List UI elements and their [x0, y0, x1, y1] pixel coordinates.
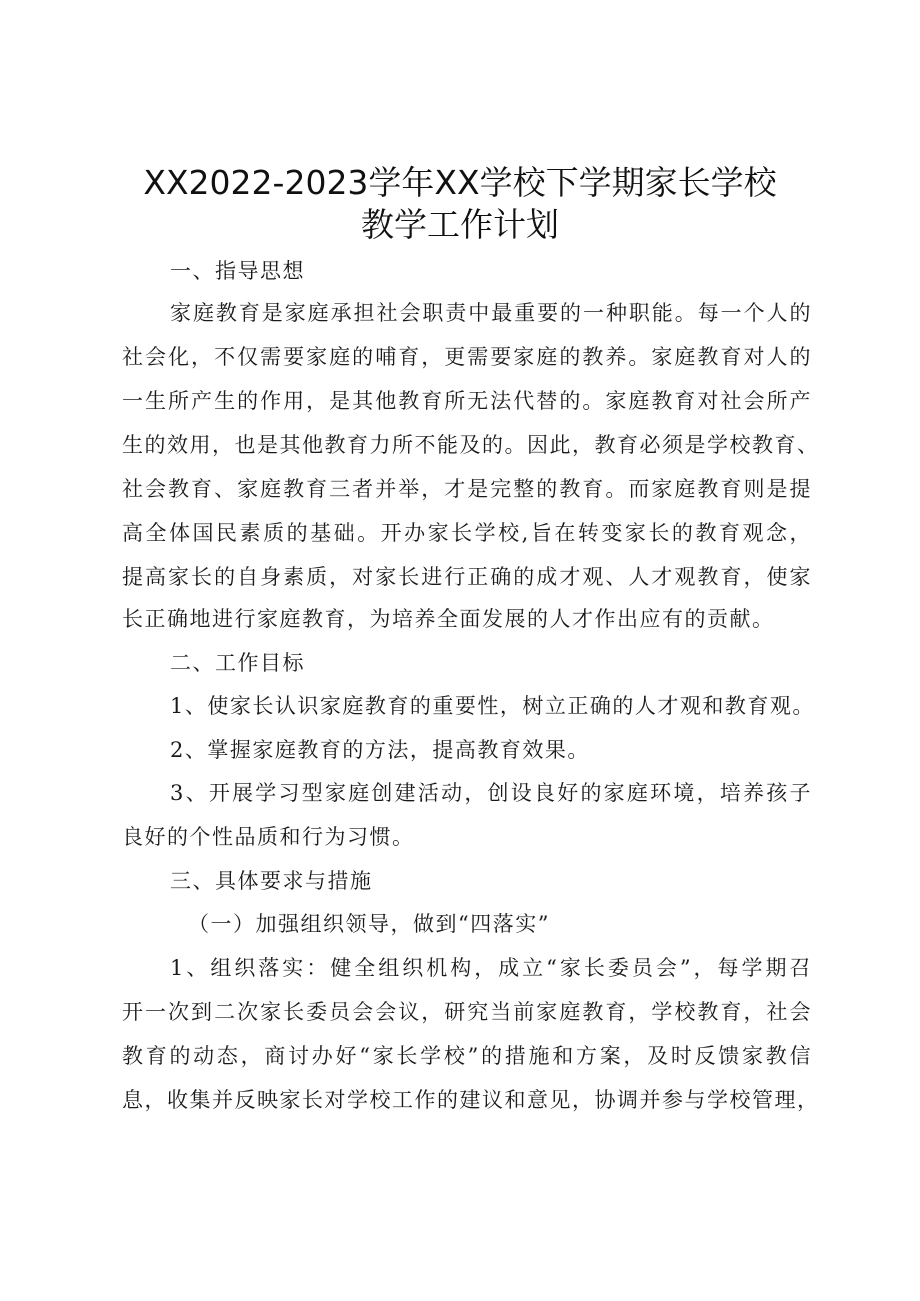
paragraph-line: 一生所产生的作用，是其他教育所无法代替的。家庭教育对社会所产 — [122, 389, 812, 413]
section-1-heading: 一、指导思想 — [170, 259, 305, 283]
goal-item-1: 1、使家长认识家庭教育的重要性，树立正确的人才观和教育观。 — [170, 694, 815, 718]
paragraph-line: 长正确地进行家庭教育，为培养全面发展的人才作出应有的贡献。 — [122, 607, 775, 631]
goal-item-2: 2、掌握家庭教育的方法，提高教育效果。 — [170, 738, 590, 762]
paragraph-line: 社会化，不仅需要家庭的哺育，更需要家庭的教养。家庭教育对人的 — [122, 345, 812, 369]
goal-item-3-line-1: 3、开展学习型家庭创建活动，创设良好的家庭环境，培养孩子 — [170, 781, 812, 805]
document-title-line-2: 教学工作计划 — [361, 205, 559, 244]
paragraph-line: 社会教育、家庭教育三者并举，才是完整的教育。而家庭教育则是提 — [122, 477, 812, 501]
measure-1-line: 教育的动态，商讨办好“家长学校”的措施和方案，及时反馈家教信 — [122, 1044, 812, 1068]
measure-1-line: 开一次到二次家长委员会会议，研究当前家庭教育，学校教育，社会 — [122, 1000, 812, 1024]
measure-1-line: 息，收集并反映家长对学校工作的建议和意见，协调并参与学校管理， — [122, 1088, 820, 1112]
paragraph-line: 生的效用，也是其他教育力所不能及的。因此，教育必须是学校教育、 — [122, 433, 820, 457]
section-2-heading: 二、工作目标 — [170, 651, 305, 675]
document-title-line-1: XX2022-2023学年XX学校下学期家长学校 — [143, 163, 777, 202]
paragraph-line: 提高家长的自身素质，对家长进行正确的成才观、人才观教育，使家 — [122, 565, 812, 589]
paragraph-line: 家庭教育是家庭承担社会职责中最重要的一种职能。每一个人的 — [170, 301, 812, 325]
section-3-heading: 三、具体要求与措施 — [170, 869, 373, 893]
measure-1-line: 1、组织落实：健全组织机构，成立“家长委员会”，每学期召 — [170, 956, 812, 980]
goal-item-3-line-2: 良好的个性品质和行为习惯。 — [122, 825, 415, 849]
subsection-1-heading: （一）加强组织领导，做到“四落实” — [188, 912, 550, 936]
paragraph-line: 高全体国民素质的基础。开办家长学校,旨在转变家长的教育观念， — [122, 521, 812, 545]
